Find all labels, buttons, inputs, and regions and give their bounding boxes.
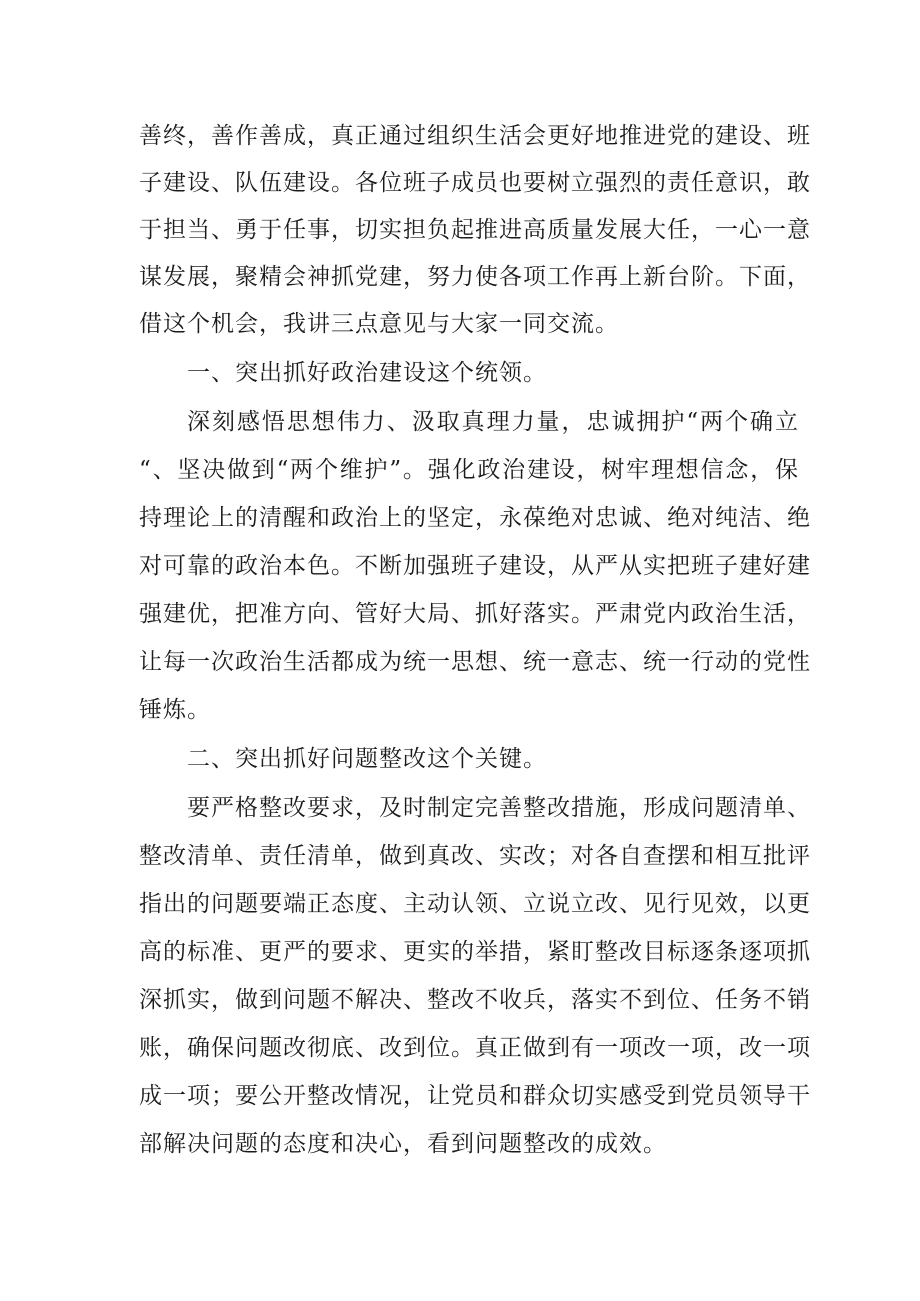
text-line: 高的标准、更严的要求、更实的举措，紧盯整改目标逐条逐项抓 <box>139 939 811 965</box>
text-line: 要严格整改要求，及时制定完善整改措施，形成问题清单、 <box>187 795 811 821</box>
text-line: 子建设、队伍建设。各位班子成员也要树立强烈的责任意识，敢 <box>139 170 811 196</box>
text-line: 借这个机会，我讲三点意见与大家一同交流。 <box>139 311 619 337</box>
text-line: 锤炼。 <box>139 697 211 723</box>
text-line: 部解决问题的态度和决心，看到问题整改的成效。 <box>139 1131 667 1157</box>
text-line: 成一项；要公开整改情况，让党员和群众切实感受到党员领导干 <box>139 1083 811 1109</box>
text-line: 让每一次政治生活都成为统一思想、统一意志、统一行动的党性 <box>139 649 811 675</box>
text-line: “、坚决做到“两个维护”。强化政治建设，树牢理想信念，保 <box>139 457 799 483</box>
text-line: 深刻感悟思想伟力、汲取真理力量，忠诚拥护“两个确立 <box>187 409 799 435</box>
text-line: 持理论上的清醒和政治上的坚定，永葆绝对忠诚、绝对纯洁、绝 <box>139 505 811 531</box>
text-line: 深抓实，做到问题不解决、整改不收兵，落实不到位、任务不销 <box>139 987 811 1013</box>
section-heading: 二、突出抓好问题整改这个关键。 <box>187 746 547 772</box>
text-line: 对可靠的政治本色。不断加强班子建设，从严从实把班子建好建 <box>139 553 811 579</box>
section-heading: 一、突出抓好政治建设这个统领。 <box>187 360 547 386</box>
text-line: 强建优，把准方向、管好大局、抓好落实。严肃党内政治生活， <box>139 601 811 627</box>
text-line: 指出的问题要端正态度、主动认领、立说立改、见行见效，以更 <box>139 891 811 917</box>
text-line: 于担当、勇于任事，切实担负起推进高质量发展大任，一心一意 <box>139 217 811 243</box>
text-line: 善终，善作善成，真正通过组织生活会更好地推进党的建设、班 <box>139 123 811 149</box>
text-line: 整改清单、责任清单，做到真改、实改；对各自查摆和相互批评 <box>139 843 811 869</box>
text-line: 账，确保问题改彻底、改到位。真正做到有一项改一项，改一项 <box>139 1035 811 1061</box>
text-line: 谋发展，聚精会神抓党建，努力使各项工作再上新台阶。下面， <box>139 264 811 290</box>
